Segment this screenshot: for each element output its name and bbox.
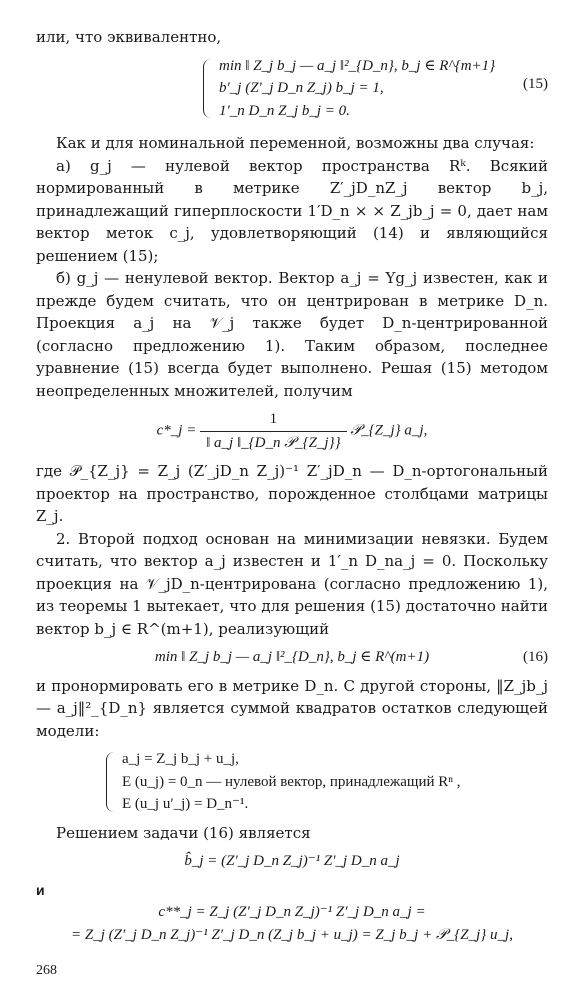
equation-c-double-star-line-1: c**_j = Z_j (Z′_j D_n Z_j)⁻¹ Z′_j D_n a_j = <box>158 904 426 920</box>
equation-16-number: (16) <box>523 649 548 665</box>
solution-text: Решением задачи (16) является <box>56 823 311 842</box>
projector-definition-paragraph: где 𝒫_{Z_j} = Z_j (Z′_jD_n Z_j)⁻¹ Z′_jD_n — D_n-ортогональный проектор на пространство, порожденное столбцами матрицы Z_j. <box>36 462 548 525</box>
case-a-paragraph: а) g_j — нулевой вектор пространства Rᵏ. Всякий нормированный в метрике Z′_jD_nZ_j вектор b_j, принадлежащий гиперплоскости 1′D_n × × Z_jb_j = 0, дает нам вектор меток c_j, удовлетворяющий (14) и являющийся решением (15); <box>36 156 548 265</box>
equation-c-star-rhs: 𝒫_{Z_j} a_j, <box>350 422 428 439</box>
equation-c-double-star <box>36 901 548 946</box>
equation-c-double-star-line-2: = Z_j (Z′_j D_n Z_j)⁻¹ Z′_j D_n (Z_j b_j + u_j) = Z_j b_j + 𝒫_{Z_j} u_j, <box>71 926 513 943</box>
intro-text: или, что эквивалентно, <box>36 28 222 46</box>
equation-15-line-3: 1′_n D_n Z_j b_j = 0. <box>219 102 350 119</box>
equation-c-star <box>36 408 548 454</box>
cases-intro-text: Как и для номинальной переменной, возможны два случая: <box>56 134 535 152</box>
model-system <box>104 748 548 816</box>
equation-c-star-fraction <box>200 408 347 454</box>
equation-16 <box>36 646 548 669</box>
equation-15-line-2: b′_j (Z′_j D_n Z_j) b_j = 1, <box>219 80 384 96</box>
model-line-2: E (u_j) = 0_n — нулевой вектор, принадлежащий Rⁿ , <box>122 773 461 790</box>
equation-b-hat: b̂_j = (Z′_j D_n Z_j)⁻¹ Z′_j D_n a_j <box>184 853 400 869</box>
second-approach-paragraph: 2. Второй подход основан на минимизации невязки. Будем считать, что вектор a_j известен и 1′_n D_na_j = 0. Поскольку проекция на 𝒱_jD_n-центрирована (согласно предложению 1), из теоремы 1 вытекает, что для решения (15) достаточно найти вектор b_j ∈ R^(m+1), реализующий <box>36 529 548 638</box>
equation-15-system <box>201 55 548 123</box>
equation-15-line-1: min ‖ Z_j b_j — a_j ‖²_{D_n}, b_j ∈ R^{m+1} <box>219 57 496 74</box>
page-number: 268 <box>36 963 57 978</box>
normalization-paragraph: и пронормировать его в метрике D_n. С другой стороны, ‖Z_jb_j — a_j‖²_{D_n} является суммой квадратов остатков следующей модели: <box>36 676 548 740</box>
case-b-paragraph: б) g_j — ненулевой вектор. Вектор a_j = Yg_j известен, как и прежде будем считать, что он центрирован в метрике D_n. Проекция a_j на 𝒱_j также будет D_n-центрированной (согласно предложению 1). Таким образом, последнее уравнение (15) всегда будет выполнено. Решая (15) методом неопределенных множителей, получим <box>36 269 548 400</box>
equation-15-number: (15) <box>523 75 548 92</box>
fraction-denominator: ‖ a_j ‖_{D_n 𝒫_{Z_j}} <box>206 434 341 451</box>
conjunction-and: и <box>36 881 45 898</box>
fraction-numerator: 1 <box>200 408 347 432</box>
model-line-1: a_j = Z_j b_j + u_j, <box>122 751 239 767</box>
equation-c-star-lhs: c*_j = <box>156 422 197 439</box>
equation-16-body: min ‖ Z_j b_j — a_j ‖²_{D_n}, b_j ∈ R^(m+1) <box>154 649 430 665</box>
page-content <box>36 26 548 983</box>
model-line-3: E (u_j u′_j) = D_n⁻¹. <box>122 796 249 812</box>
